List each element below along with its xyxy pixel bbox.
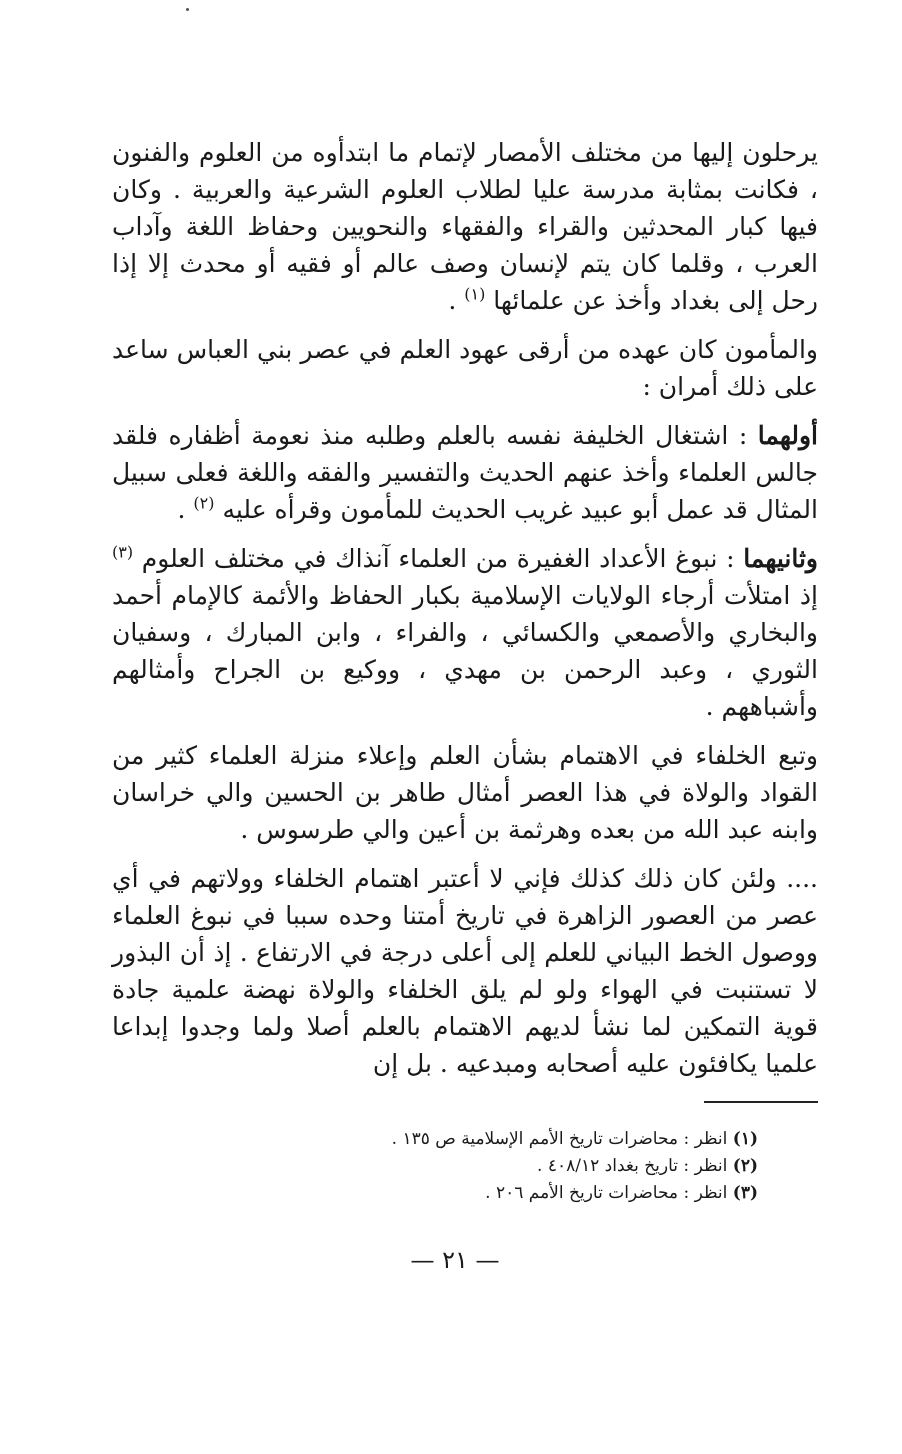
paragraph-end: . (177, 495, 186, 524)
footnote-text: انظر : محاضرات تاريخ الأمم الإسلامية ص ١٣٥ . (391, 1129, 733, 1149)
paragraph-end: إذ امتلأت أرجاء الولايات الإسلامية بكبار الحفاظ والأئمة كالإمام أحمد والبخاري والأصمعي والكسائي ، والفراء ، وابن المبارك ، وسفيان الثوري ، وعبد الرحمن بن مهدي ، ووكيع بن الجراح وأمثالهم وأشباههم . (112, 581, 818, 721)
footnotes (340, 1126, 758, 1207)
footnote-divider (704, 1101, 818, 1103)
paragraph-lead: أولهما (757, 421, 818, 450)
paragraph-4 (112, 540, 818, 725)
footnote-1 (340, 1126, 758, 1153)
paragraph-6 (112, 860, 818, 1082)
paragraph-text: .... ولئن كان ذلك كذلك فإني لا أعتبر اهتمام الخلفاء وولاتهم في أي عصر من العصور الزاهرة في تاريخ أمتنا وحده سببا في نبوغ العلماء ووصول الخط البياني للعلم إلى أعلى درجة في الارتفاع . إذ أن البذور لا تستنبت في الهواء ولو لم يلق الخلفاء والولاة نهضة علمية جادة قوية التمكين لما نشأ لديهم الاهتمام بالعلم أصلا ولما وجدوا إبداعا علميا يكافئون عليه أصحابه ومبدعيه . بل إن (112, 864, 818, 1078)
paragraph-3 (112, 417, 818, 528)
paragraph-end: . (448, 286, 457, 315)
paragraph-2 (112, 331, 818, 405)
paragraph-text: والمأمون كان عهده من أرقى عهود العلم في عصر بني العباس ساعد على ذلك أمران : (112, 335, 818, 401)
footnote-text: انظر : تاريخ بغداد ٤٠٨/١٢ . (537, 1156, 733, 1176)
footnote-reference: (٢) (193, 493, 215, 513)
footnote-number: (١) (732, 1129, 758, 1149)
footnote-reference: (١) (464, 284, 486, 304)
footnote-number: (٢) (732, 1156, 758, 1176)
paragraph-text: يرحلون إليها من مختلف الأمصار لإتمام ما ابتدأوه من العلوم والفنون ، فكانت بمثابة مدرسة عليا لطلاب العلوم الشرعية والعربية . وكان فيها كبار المحدثين والقراء والفقهاء والنحويين وحفاظ اللغة وآداب العرب ، وقلما كان يتم لإنسان وصف عالم أو فقيه أو محدث إلا إذا رحل إلى بغداد وأخذ عن علمائها (112, 138, 818, 315)
footnote-text: انظر : محاضرات تاريخ الأمم ٢٠٦ . (485, 1183, 733, 1203)
paragraph-1 (112, 134, 818, 319)
paragraph-5 (112, 737, 818, 848)
paragraph-text: وتبع الخلفاء في الاهتمام بشأن العلم وإعلاء منزلة العلماء كثير من القواد والولاة في هذا العصر أمثال طاهر بن الحسين والي خراسان وابنه عبد الله من بعده وهرثمة بن أعين والي طرسوس . (112, 741, 818, 844)
footnote-reference: (٣) (112, 542, 134, 562)
scan-speck (186, 8, 189, 11)
page-number: — ٢١ — (410, 1246, 500, 1274)
footnote-3 (340, 1180, 758, 1207)
paragraph-text: : اشتغال الخليفة نفسه بالعلم وطلبه منذ نعومة أظفاره فلقد جالس العلماء وأخذ عنهم الحديث والتفسير والفقه واللغة فعلى سبيل المثال قد عمل أبو عبيد غريب الحديث للمأمون وقرأه عليه (112, 421, 818, 524)
main-text (112, 134, 818, 1094)
footnote-2 (340, 1153, 758, 1180)
paragraph-text: : نبوغ الأعداد الغفيرة من العلماء آنذاك في مختلف العلوم (141, 544, 744, 573)
paragraph-lead: وثانيهما (743, 544, 818, 573)
footnote-number: (٣) (732, 1183, 758, 1203)
